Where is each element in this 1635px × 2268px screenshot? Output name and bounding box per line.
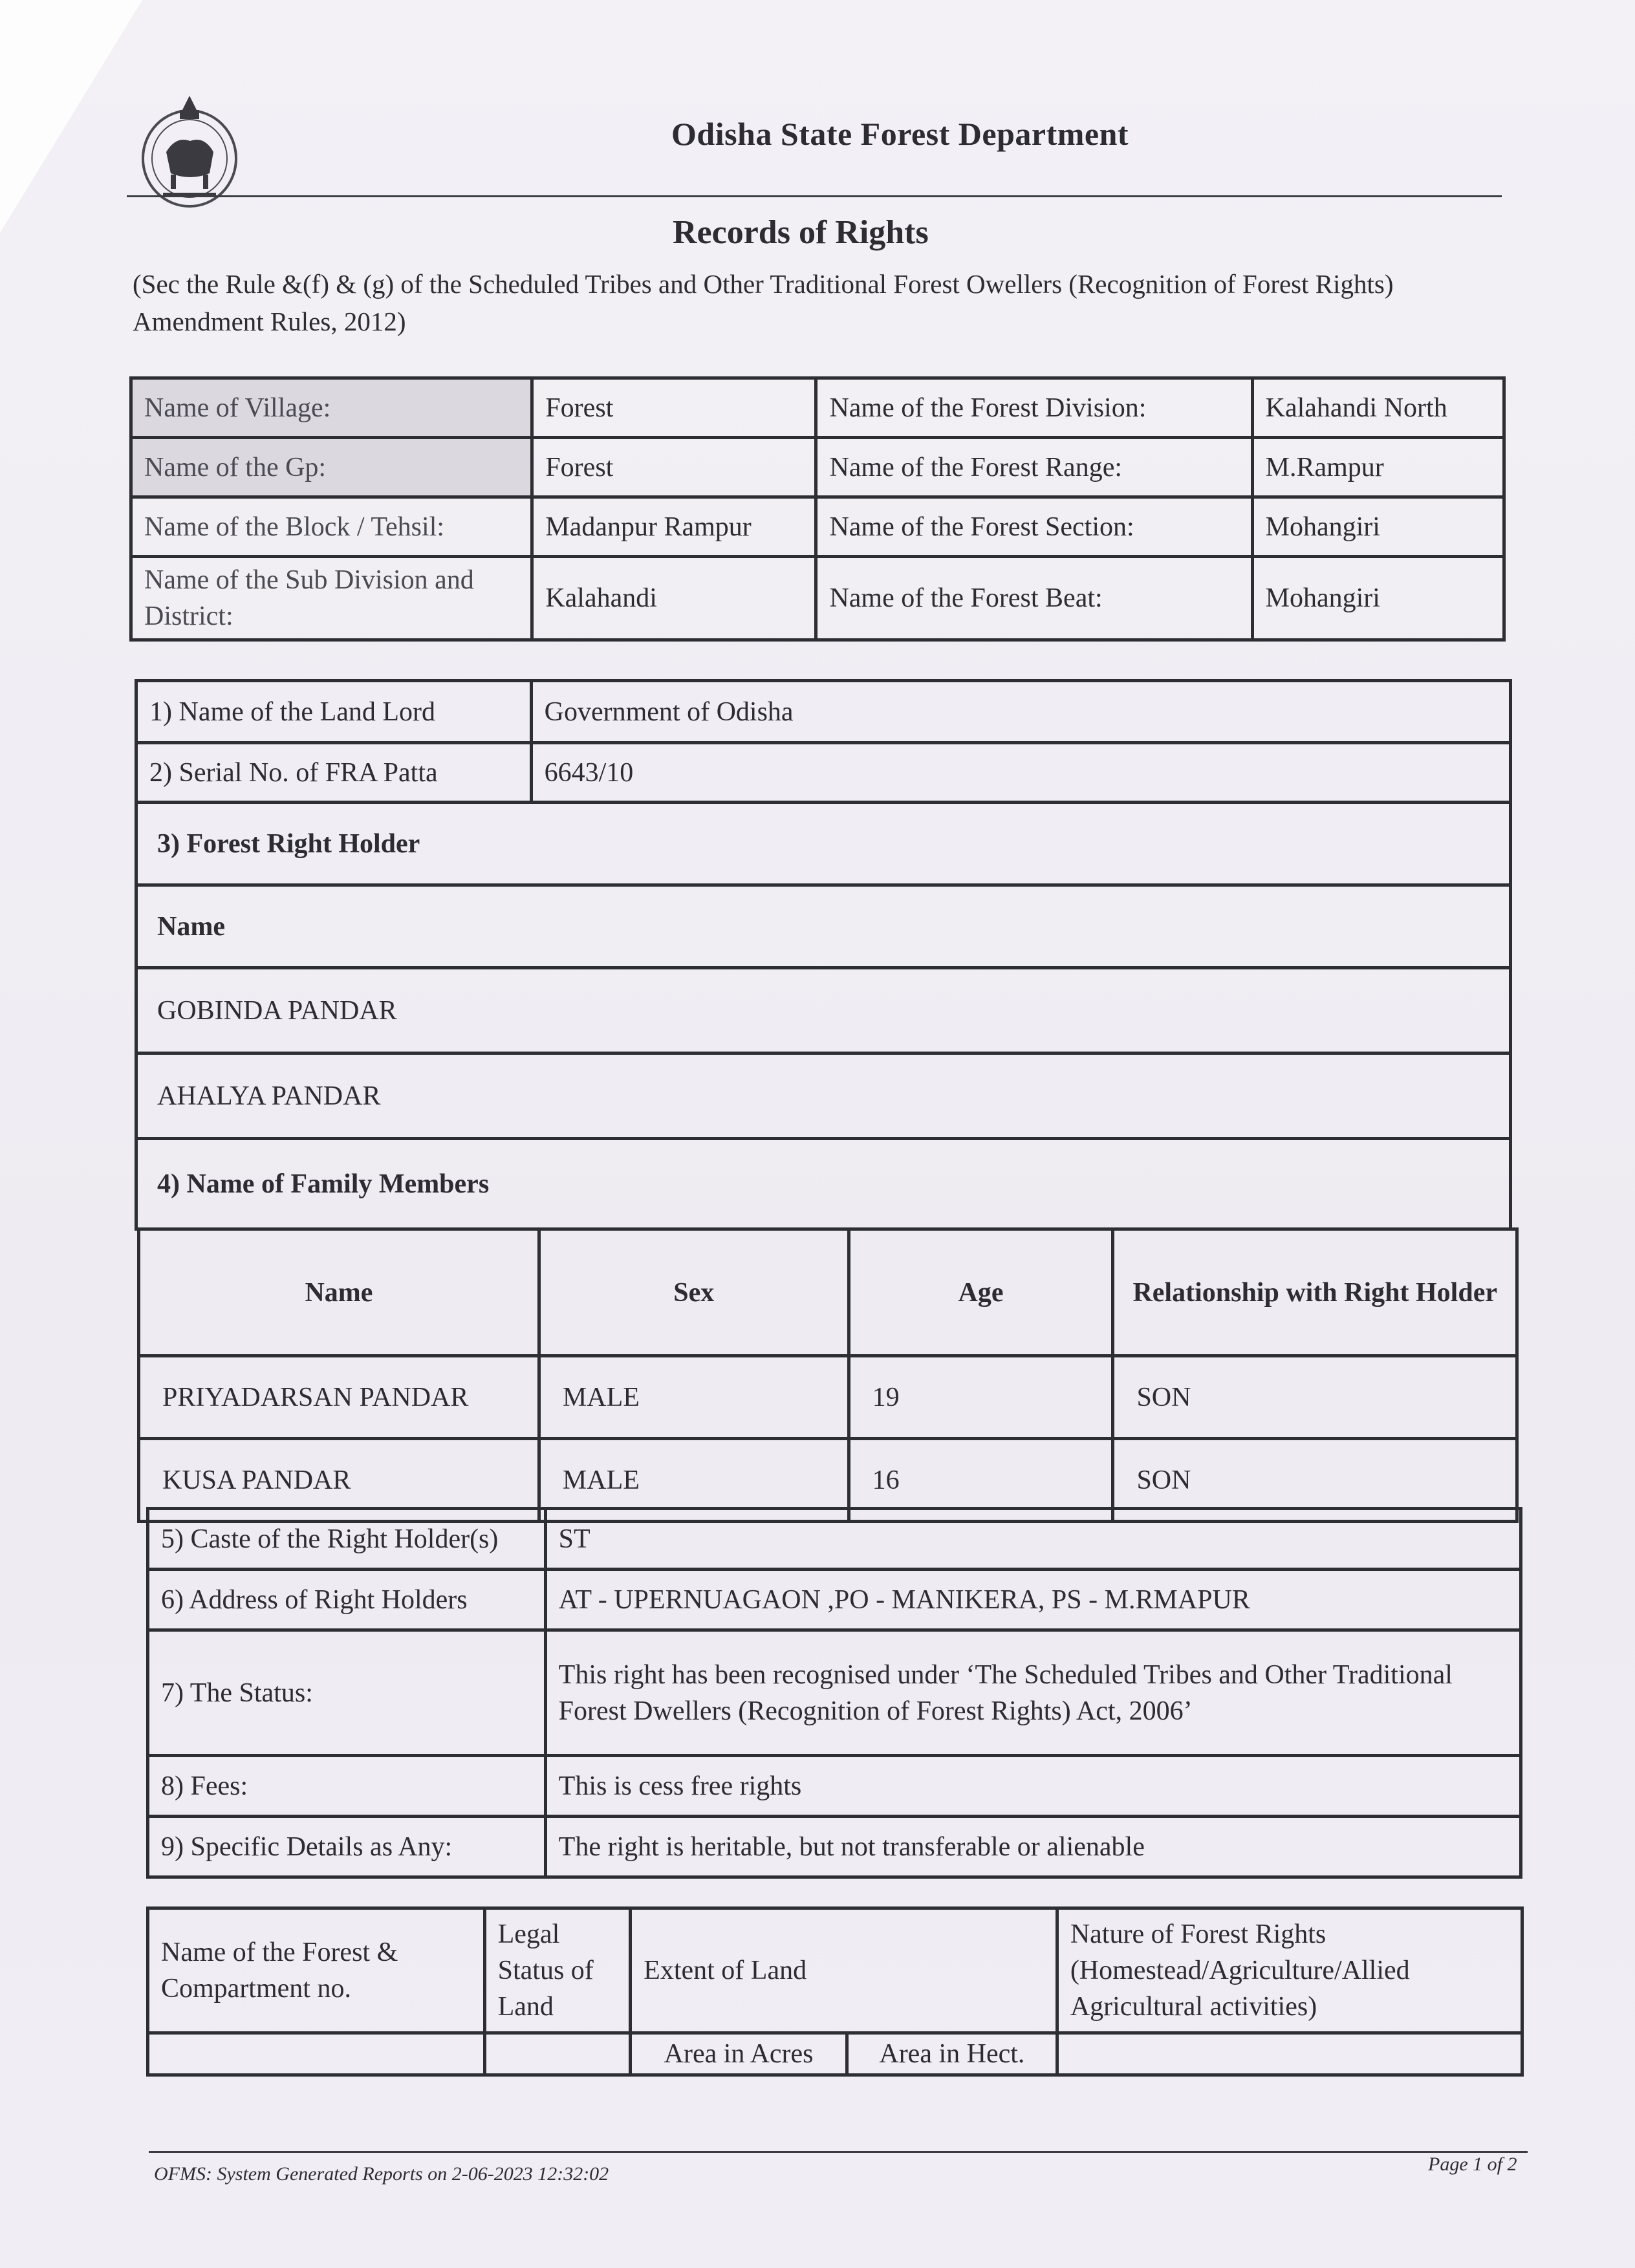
footer-generated: OFMS: System Generated Reports on 2-06-2023 12:32:02 (154, 2163, 609, 2185)
location-value: Forest (532, 438, 816, 497)
header-divider (127, 195, 1502, 197)
caste-label: 5) Caste of the Right Holder(s) (148, 1509, 546, 1570)
member-name: KUSA PANDAR (139, 1439, 539, 1522)
holder-heading: 3) Forest Right Holder (136, 803, 1511, 885)
department-title: Odisha State Forest Department (671, 116, 1129, 152)
caste-value: ST (545, 1509, 1521, 1570)
location-label: Name of the Sub Division and District: (131, 557, 532, 640)
detail-row (148, 1570, 1521, 1630)
forest-label: Name of the Forest Division: (816, 378, 1252, 438)
specific-details-value: The right is heritable, but not transferable or alienable (545, 1817, 1521, 1877)
location-label: Name of the Gp: (131, 438, 532, 497)
holder-name: AHALYA PANDAR (136, 1053, 1511, 1139)
nature-of-rights-header: Nature of Forest Rights (Homestead/Agriculture/Allied Agricultural activities) (1057, 1908, 1522, 2033)
holder-row (136, 968, 1511, 1053)
forest-value: Mohangiri (1252, 557, 1504, 640)
detail-row (148, 1630, 1521, 1756)
serial-value: 6643/10 (531, 743, 1510, 803)
location-label: Name of Village: (131, 378, 532, 438)
member-age: 19 (849, 1356, 1113, 1439)
land-sub-row (148, 2033, 1522, 2075)
location-label: Name of the Block / Tehsil: (131, 497, 532, 557)
family-header-row (139, 1229, 1517, 1356)
area-hect-header: Area in Hect. (847, 2033, 1057, 2075)
location-value: Madanpur Rampur (532, 497, 816, 557)
record-row (136, 1139, 1511, 1229)
column-header-name: Name (139, 1229, 539, 1356)
page-number: Page 1 of 2 (1428, 2154, 1517, 2175)
holder-row (136, 1053, 1511, 1139)
empty-cell (1057, 2033, 1522, 2075)
footer-divider (149, 2151, 1528, 2153)
record-row (136, 803, 1511, 885)
legal-status-header: Legal Status of Land (484, 1908, 631, 2033)
member-name: PRIYADARSAN PANDAR (139, 1356, 539, 1439)
fees-value: This is cess free rights (545, 1756, 1521, 1817)
area-acres-header: Area in Acres (631, 2033, 847, 2075)
family-heading: 4) Name of Family Members (136, 1139, 1511, 1229)
empty-cell (148, 2033, 485, 2075)
fees-label: 8) Fees: (148, 1756, 546, 1817)
location-row (131, 497, 1504, 557)
column-header-relationship: Relationship with Right Holder (1113, 1229, 1517, 1356)
member-sex: MALE (539, 1356, 849, 1439)
forest-label: Name of the Forest Beat: (816, 557, 1252, 640)
land-lord-label: 1) Name of the Land Lord (136, 681, 532, 743)
section-note: (Sec the Rule &(f) & (g) of the Scheduled Tribes and Other Traditional Forest Owellers (Recognition of Forest Rights) Amendment Rules, 2012) (133, 269, 1394, 336)
extent-of-land-header: Extent of Land (631, 1908, 1057, 2033)
location-row (131, 557, 1504, 640)
forest-label: Name of the Forest Section: (816, 497, 1252, 557)
empty-cell (484, 2033, 631, 2075)
location-value: Forest (532, 378, 816, 438)
serial-label: 2) Serial No. of FRA Patta (136, 743, 532, 803)
detail-row (148, 1817, 1521, 1877)
forest-value: M.Rampur (1252, 438, 1504, 497)
land-table (146, 1906, 1524, 2077)
detail-row (148, 1509, 1521, 1570)
member-age: 16 (849, 1439, 1113, 1522)
member-relation: SON (1113, 1439, 1517, 1522)
member-relation: SON (1113, 1356, 1517, 1439)
column-header-age: Age (849, 1229, 1113, 1356)
holder-name: GOBINDA PANDAR (136, 968, 1511, 1053)
status-text-line: This right has been recognised under ‘The Scheduled Tribes and Other Traditional (558, 1659, 1453, 1690)
location-row (131, 378, 1504, 438)
address-label: 6) Address of Right Holders (148, 1570, 546, 1630)
record-table (135, 679, 1512, 1231)
status-value (545, 1630, 1521, 1756)
forest-compartment-header: Name of the Forest & Compartment no. (148, 1908, 485, 2033)
family-table (137, 1227, 1519, 1523)
location-table (129, 376, 1506, 642)
folded-corner (0, 0, 142, 233)
status-text-line: Forest Dwellers (Recognition of Forest Rights) Act, 2006’ (558, 1696, 1193, 1726)
name-heading: Name (136, 885, 1511, 968)
forest-label: Name of the Forest Range: (816, 438, 1252, 497)
record-row (136, 743, 1511, 803)
details-table (146, 1507, 1522, 1879)
record-row (136, 885, 1511, 968)
record-row (136, 681, 1511, 743)
location-row (131, 438, 1504, 497)
location-value: Kalahandi (532, 557, 816, 640)
land-header-row (148, 1908, 1522, 2033)
address-value: AT - UPERNUAGAON ,PO - MANIKERA, PS - M.RMAPUR (545, 1570, 1521, 1630)
column-header-sex: Sex (539, 1229, 849, 1356)
member-sex: MALE (539, 1439, 849, 1522)
page-title: Records of Rights (673, 214, 929, 251)
land-lord-value: Government of Odisha (531, 681, 1510, 743)
forest-value: Mohangiri (1252, 497, 1504, 557)
detail-row (148, 1756, 1521, 1817)
forest-value: Kalahandi North (1252, 378, 1504, 438)
specific-details-label: 9) Specific Details as Any: (148, 1817, 546, 1877)
table-row (139, 1356, 1517, 1439)
status-label: 7) The Status: (148, 1630, 546, 1756)
